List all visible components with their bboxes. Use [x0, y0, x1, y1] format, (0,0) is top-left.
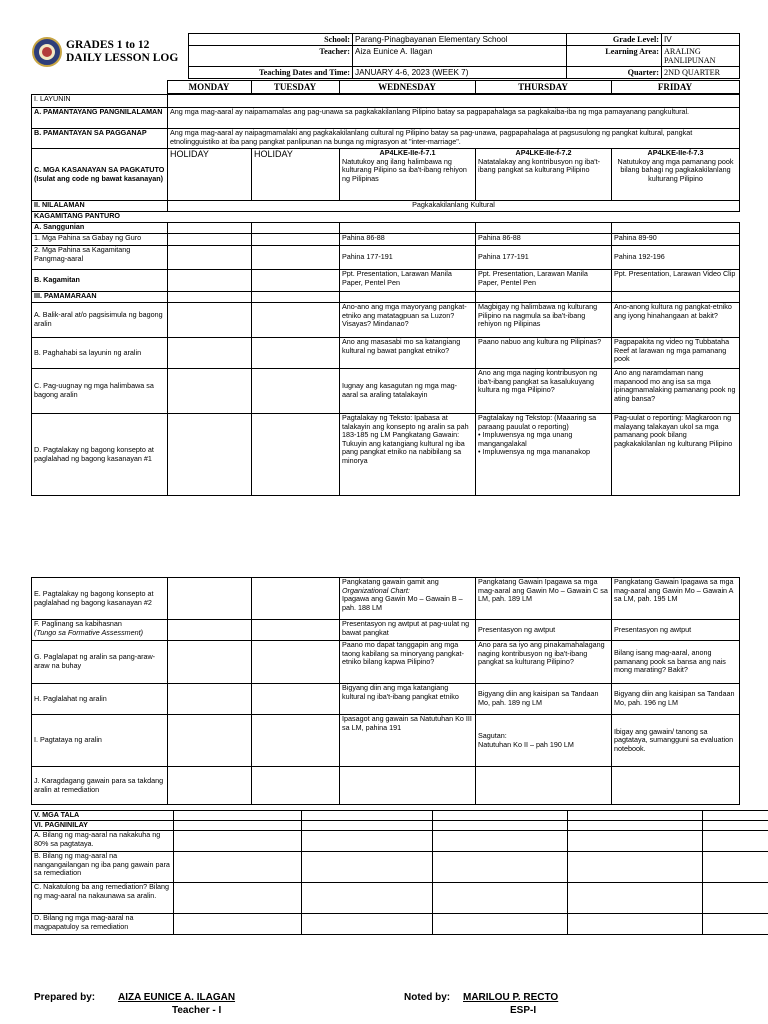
wednesday-kasanayan — [340, 149, 476, 201]
wednesday-code: AP4LKE-IIe-f-7.1 — [379, 148, 436, 157]
teacher-value: Aiza Eunice A. Ilagan — [353, 46, 567, 67]
pamantayan-sa-pagganap-text: Ang mga mag-aaral ay naipagmamalaki ang pagkakakilanlang cultural ng Pilipino batay sa pag-unawa, pagpapahalaga at pagsusulong ng pangkat kultural, pangkat etnolingguistiko at iba pang pangkat panlipunan na bunga ng migrasyon at "inter-marriage". — [168, 129, 740, 149]
pagninilay-label: VI. PAGNINILAY — [32, 821, 174, 831]
paglalapat-thursday: Ano para sa iyo ang pinakamahalagang naging kontribusyon ng iba't-ibang pangkat sa kulturang Pilipino? — [476, 641, 612, 684]
sanggunian-label: A. Sanggunian — [32, 223, 168, 234]
reflection-table — [31, 810, 768, 935]
balik-aral-thursday: Magbigay ng halimbawa ng kulturang Pilipino na nagmula sa iba't-ibang rehiyon ng Pilipinas — [476, 303, 612, 338]
kagamitan-thursday: Pahina 177-191 — [476, 246, 612, 270]
teaching-dates-value: JANUARY 4-6, 2023 (WEEK 7) — [353, 67, 567, 79]
gabay-friday: Pahina 89-90 — [612, 234, 740, 246]
school-label: School: — [189, 34, 353, 46]
pamamaraan-heading: III. PAMAMARAAN — [32, 292, 168, 303]
reflection-b-label: B. Bilang ng mag-aaral na nangangailangan ng iba pang gawain para sa remediation — [32, 852, 174, 883]
gabay-thursday: Pahina 86-88 — [476, 234, 612, 246]
teaching-dates-label: Teaching Dates and Time: — [189, 67, 353, 79]
paglalahat-label: H. Paglalahat ng aralin — [32, 684, 168, 715]
pamantayan-sa-pagganap-label: B. PAMANTAYAN SA PAGGANAP — [32, 129, 168, 149]
learning-area-label: Learning Area: — [567, 46, 662, 67]
teacher-label: Teacher: — [189, 46, 353, 67]
quarter-value: 2ND QUARTER — [662, 67, 740, 79]
paglinang-friday: Presentasyon ng awtput — [612, 620, 740, 641]
materials-thursday: Ppt. Presentation, Larawan Manila Paper, Pentel Pen — [476, 270, 612, 292]
pagtalakay-1-thursday-line2: • Impluwensya ng mga unang mangangalakal — [478, 430, 573, 448]
balik-aral-label: A. Balik-aral at/o pagsisimula ng bagong aralin — [32, 303, 168, 338]
pagtalakay-1-label: D. Pagtalakay ng bagong konsepto at paglalahad ng bagong kasanayan #1 — [32, 414, 168, 496]
kagamitang-panturo-heading: KAGAMITANG PANTURO — [32, 212, 740, 223]
pag-uugnay-label: C. Pag-uugnay ng mga halimbawa sa bagong aralin — [32, 369, 168, 414]
kagamitang-pangmag-aaral-label: 2. Mga Pahina sa Kagamitang Pangmag-aaral — [32, 246, 168, 270]
pagtalakay-1-thursday-line1: Pagtalakay ng Tekstop: (Maaaring sa paraang pauulat o reporting) — [478, 413, 597, 431]
paglinang-thursday: Presentasyon ng awtput — [476, 620, 612, 641]
thursday-code: AP4LKE-IIe-f-7.2 — [515, 148, 572, 157]
paglinang-label-line2: (Tungo sa Formative Assessment) — [34, 627, 144, 637]
pagtalakay-2-wednesday-line1: Pangkatang gawain gamit ang — [342, 577, 439, 586]
wednesday-kasanayan-text: Natutukoy ang ilang halimbawa ng kulturang Pilipino sa iba't-ibang rehiyon ng Pilipinas — [342, 156, 467, 183]
pamantayang-pangnilalaman-label: A. PAMANTAYANG PANGNILALAMAN — [32, 108, 168, 129]
pagtalakay-2-label: E. Pagtalakay ng bagong konsepto at paglalahad ng bagong kasanayan #2 — [32, 578, 168, 620]
noted-by-role: ESP-I — [510, 1005, 537, 1016]
kasanayan-label-text: C. MGA KASANAYAN SA PAGKATUTO (Isulat ang code ng bawat kasanayan) — [34, 164, 165, 183]
layunin-heading: I. LAYUNIN — [32, 95, 168, 108]
pagtalakay-2-wednesday-line3: Ipagawa ang Gawin Mo – Gawain B – pah. 188 LM — [342, 594, 463, 612]
kagamitan-b-label: B. Kagamitan — [32, 270, 168, 292]
lesson-table-part1 — [31, 94, 740, 496]
document-title — [66, 39, 178, 65]
nilalaman-text: Pagkakakilanlang Kultural — [168, 201, 740, 212]
grade-level-value: IV — [662, 34, 740, 46]
paglinang-wednesday: Presentasyon ng awtput at pag-uulat ng bawat pangkat — [340, 620, 476, 641]
prepared-by-label: Prepared by: — [34, 992, 96, 1003]
pagtataya-label: I. Pagtataya ng aralin — [32, 715, 168, 767]
pagtalakay-2-wednesday-line2: Organizational Chart: — [342, 585, 410, 595]
pagtalakay-1-friday: Pag-uulat o reporting: Magkaroon ng malayang talakayan ukol sa mga pamanang pook bilang pagkakakilanlan ng kulturang Pilipino — [612, 414, 740, 496]
kasanayan-label — [32, 149, 168, 201]
noted-by-name: MARILOU P. RECTO — [463, 992, 559, 1003]
grade-level-label: Grade Level: — [567, 34, 662, 46]
pagtalakay-1-thursday-line3: • Impluwensya ng mga mananakop — [478, 447, 590, 457]
friday-code: AP4LKE-IIe-f-7.3 — [647, 148, 704, 157]
paglalapat-wednesday: Paano mo dapat tanggapin ang mga taong kabilang sa minoryang pangkat-etniko bilang kapwa Pilipino? — [340, 641, 476, 684]
pag-uugnay-wednesday: Iugnay ang kasagutan ng mga mag-aaral sa araling tatalakayin — [340, 369, 476, 414]
kagamitan-friday: Pahina 192-196 — [612, 246, 740, 270]
day-wednesday: WEDNESDAY — [339, 81, 475, 94]
balik-aral-wednesday: Ano-ano ang mga mayoryang pangkat-etniko ang matatagpuan sa Luzon? Visayas? Mindanao? — [340, 303, 476, 338]
paghahabi-thursday: Paano nabuo ang kultura ng Pilipinas? — [476, 338, 612, 369]
noted-by-label: Noted by: — [404, 992, 451, 1003]
gabay-guro-label: 1. Mga Pahina sa Gabay ng Guro — [32, 234, 168, 246]
day-monday: MONDAY — [167, 81, 251, 94]
pagtalakay-2-thursday: Pangkatang Gawain Ipagawa sa mga mag-aaral ang Gawin Mo – Gawain C sa LM, pah. 189 LM — [476, 578, 612, 620]
pagtalakay-2-wednesday — [340, 578, 476, 620]
pagtataya-wednesday: Ipasagot ang gawain sa Natutuhan Ko III sa LM, pahina 191 — [340, 715, 476, 767]
prepared-by-name: AIZA EUNICE A. ILAGAN — [118, 992, 236, 1003]
pagtalakay-1-thursday — [476, 414, 612, 496]
friday-kasanayan — [612, 149, 740, 201]
day-thursday: THURSDAY — [475, 81, 611, 94]
thursday-kasanayan-text: Natatalakay ang kontribusyon ng iba't-ibang pangkat sa kulturang Pilipino — [478, 156, 601, 175]
tuesday-holiday: HOLIDAY — [252, 149, 340, 201]
pagtataya-thursday-line2: Natutuhan Ko II – pah 190 LM — [478, 739, 574, 749]
karagdagang-gawain-label: J. Karagdagang gawain para sa takdang aralin at remediation — [32, 767, 168, 805]
pagtataya-thursday — [476, 715, 612, 767]
gabay-wednesday: Pahina 86-88 — [340, 234, 476, 246]
pamantayang-pangnilalaman-text: Ang mga mag-aaral ay naipamamalas ang pag-unawa sa pagkakakilanlang Pilipino batay sa pagpapahalaga sa pagkakaiba-iba ng mga pamayanang pangkultural. — [168, 108, 740, 129]
pag-uugnay-friday: Ano ang naramdaman nang mapanood mo ang isa sa mga ipinagmamalaking pamanang pook ng ating bansa? — [612, 369, 740, 414]
prepared-by-role: Teacher - I — [172, 1005, 222, 1016]
balik-aral-friday: Ano-anong kultura ng pangkat-etniko ang iyong hinahangaan at bakit? — [612, 303, 740, 338]
paghahabi-friday: Pagpapakita ng video ng Tubbataha Reef at larawan ng mga pamanang pook — [612, 338, 740, 369]
school-value: Parang-Pinagbayanan Elementary School — [353, 34, 567, 46]
learning-area-value: ARALING PANLIPUNAN — [662, 46, 740, 67]
pagtalakay-1-wednesday: Pagtalakay ng Teksto: Ipabasa at talakayin ang konsepto ng aralin sa pah 183-185 ng LM Pangkatang Gawain: Tukuyin ang katangiang kultural ng iba pang pangkat etniko na nabibilang sa minorya — [340, 414, 476, 496]
paglalahat-wednesday: Bigyang diin ang mga katangiang kultural ng iba't-ibang pangkat etniko — [340, 684, 476, 715]
nilalaman-label: II. NILALAMAN — [32, 201, 168, 212]
kagamitan-wednesday: Pahina 177-191 — [340, 246, 476, 270]
pagtataya-thursday-line1: Sagutan: — [478, 730, 507, 740]
deped-seal-logo — [32, 37, 62, 67]
paghahabi-label: B. Paghahabi sa layunin ng aralin — [32, 338, 168, 369]
friday-kasanayan-text: Natutukoy ang mga pamanang pook bilang bahagi ng pagkakakilanlang kulturang Pilipino — [617, 156, 734, 183]
day-header-row — [31, 80, 740, 94]
pagtalakay-2-friday: Pangkatang Gawain Ipagawa sa mga mag-aaral ang Gawin Mo – Gawain A sa LM, pah. 195 LM — [612, 578, 740, 620]
title-line-2: DAILY LESSON LOG — [66, 52, 179, 64]
day-tuesday: TUESDAY — [251, 81, 339, 94]
monday-holiday: HOLIDAY — [168, 149, 252, 201]
pag-uugnay-thursday: Ano ang mga naging kontribusyon ng iba't-ibang pangkat sa kasalukuyang kultura ng mga Pilipino? — [476, 369, 612, 414]
paglalapat-friday: Bilang isang mag-aaral, anong pamanang pook sa bansa ang nais mong marating? Bakit? — [612, 641, 740, 684]
header-info-table — [188, 33, 740, 79]
day-friday: FRIDAY — [611, 81, 739, 94]
mga-tala-label: V. MGA TALA — [32, 811, 174, 821]
paglalahat-friday: Bigyang diin ang kaisipan sa Tandaan Mo, pah. 196 ng LM — [612, 684, 740, 715]
reflection-c-label: C. Nakatulong ba ang remediation? Bilang ng mag-aaral na nakaunawa sa aralin. — [32, 883, 174, 914]
quarter-label: Quarter: — [567, 67, 662, 79]
materials-friday: Ppt. Presentation, Larawan Video Clip — [612, 270, 740, 292]
paglinang-label — [32, 620, 168, 641]
paglinang-label-line1: F. Paglinang sa kabihasnan — [34, 619, 122, 628]
reflection-a-label: A. Bilang ng mag-aaral na nakakuha ng 80% sa pagtataya. — [32, 831, 174, 852]
thursday-kasanayan — [476, 149, 612, 201]
materials-wednesday: Ppt. Presentation, Larawan Manila Paper, Pentel Pen — [340, 270, 476, 292]
lesson-table-part2 — [31, 577, 740, 805]
paghahabi-wednesday: Ano ang masasabi mo sa katangiang kultural ng bawat pangkat etniko? — [340, 338, 476, 369]
reflection-d-label: D. Bilang ng mga mag-aaral na magpapatuloy sa remediation — [32, 914, 174, 935]
title-line-1: GRADES 1 to 12 — [66, 39, 150, 51]
pagtataya-friday: Ibigay ang gawain/ tanong sa pagtataya, sumangguni sa evaluation notebook. — [612, 715, 740, 767]
paglalahat-thursday: Bigyang diin ang kaisipan sa Tandaan Mo, pah. 189 ng LM — [476, 684, 612, 715]
paglalapat-label: G. Paglalapat ng aralin sa pang-araw-araw na buhay — [32, 641, 168, 684]
